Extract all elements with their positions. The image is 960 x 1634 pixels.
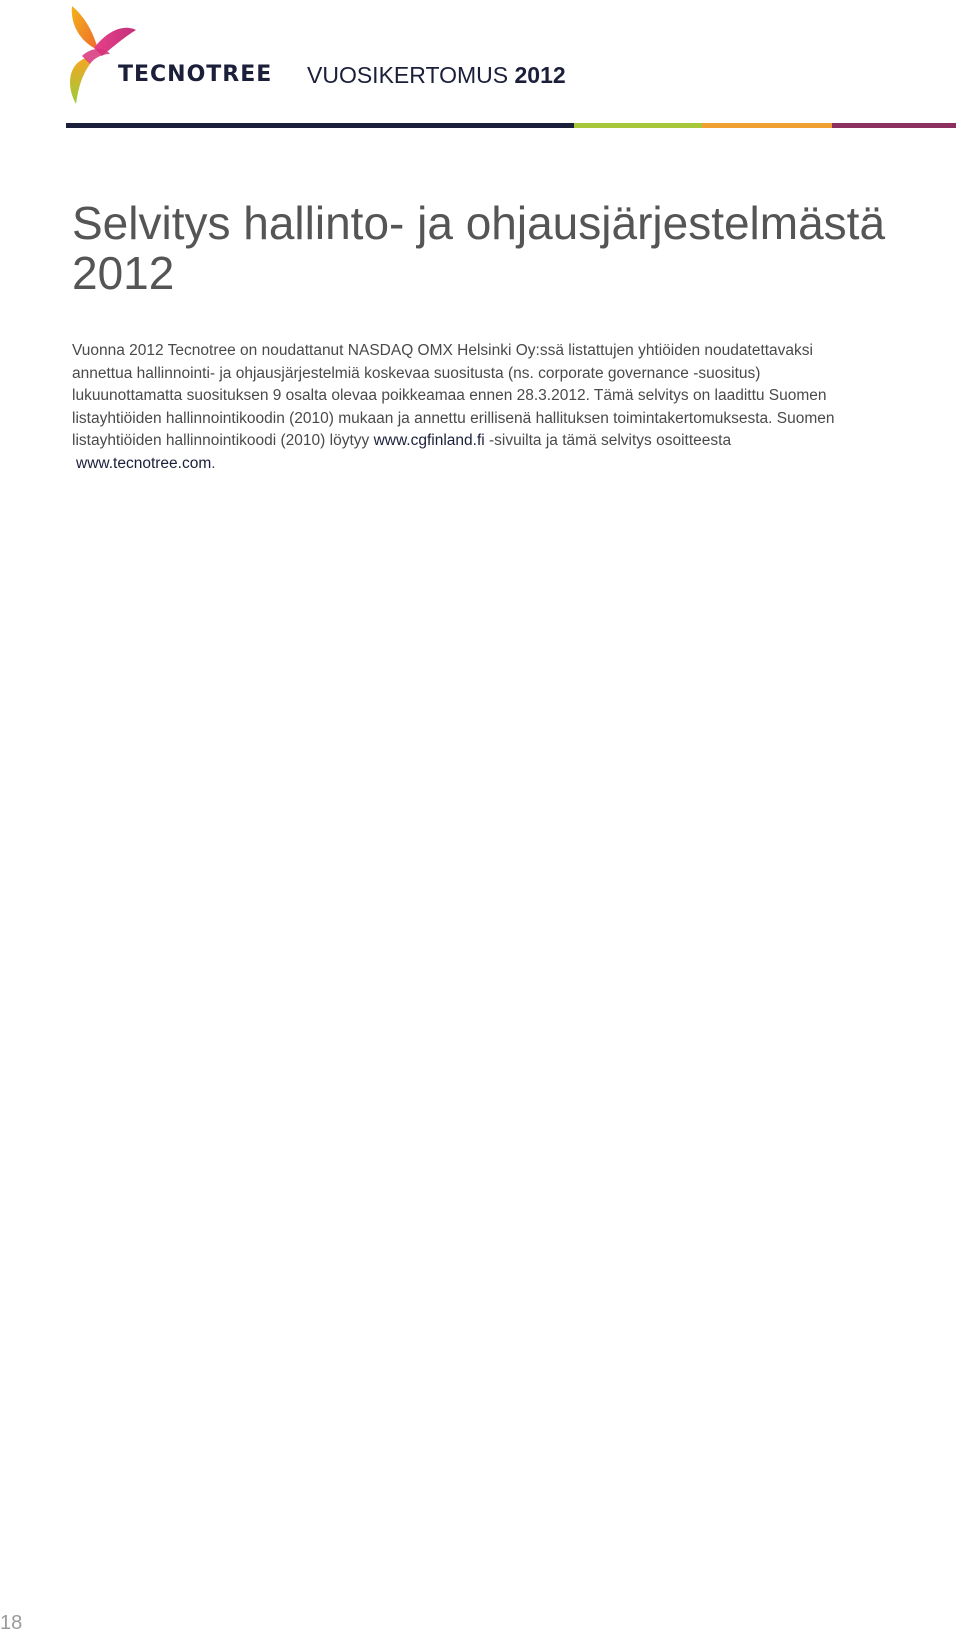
- body-line: annettua hallinnointi- ja ohjausjärjestelmiä koskevaa suositusta (ns. corporate governance -suositus): [72, 364, 761, 382]
- body-end: .: [211, 454, 216, 472]
- body-line: lukuunottamatta suosituksen 9 osalta olevaa poikkeamaa ennen 28.3.2012. Tämä selvitys on laadittu Suomen: [72, 387, 827, 404]
- page-number: 18: [0, 1612, 23, 1634]
- tecnotree-link[interactable]: www.tecnotree.com: [76, 454, 212, 472]
- body-line5-post: -sivuilta ja tämä selvitys osoitteesta: [484, 432, 732, 449]
- header-divider-plum: [832, 123, 956, 128]
- body-line: [72, 430, 912, 453]
- body-paragraph: [72, 340, 912, 475]
- header-divider-orange: [702, 123, 832, 128]
- cgfinland-link[interactable]: www.cgfinland.fi: [373, 432, 485, 449]
- header-divider-green: [574, 123, 702, 128]
- page-title-line2: 2012: [72, 247, 175, 299]
- report-title: [307, 60, 566, 90]
- body-line5-pre: listayhtiöiden hallinnointikoodi (2010) löytyy: [72, 432, 374, 449]
- tecnotree-flower-logo-icon: [64, 4, 144, 108]
- page-title: [72, 198, 932, 298]
- brand-name: TECNOTREE: [118, 62, 273, 87]
- body-line: [72, 453, 912, 476]
- body-line: Vuonna 2012 Tecnotree on noudattanut NASDAQ OMX Helsinki Oy:ssä listattujen yhtiöiden noudatettavaksi: [72, 342, 813, 359]
- report-year: 2012: [514, 62, 566, 88]
- header-divider: [66, 123, 956, 128]
- body-line: listayhtiöiden hallinnointikoodin (2010) mukaan ja annettu erillisenä hallituksen toimintakertomuksesta. Suomen: [72, 409, 835, 427]
- header-divider-dark: [66, 123, 574, 128]
- report-label: VUOSIKERTOMUS: [307, 62, 509, 88]
- page-title-line1: Selvitys hallinto- ja ohjausjärjestelmästä: [72, 197, 886, 249]
